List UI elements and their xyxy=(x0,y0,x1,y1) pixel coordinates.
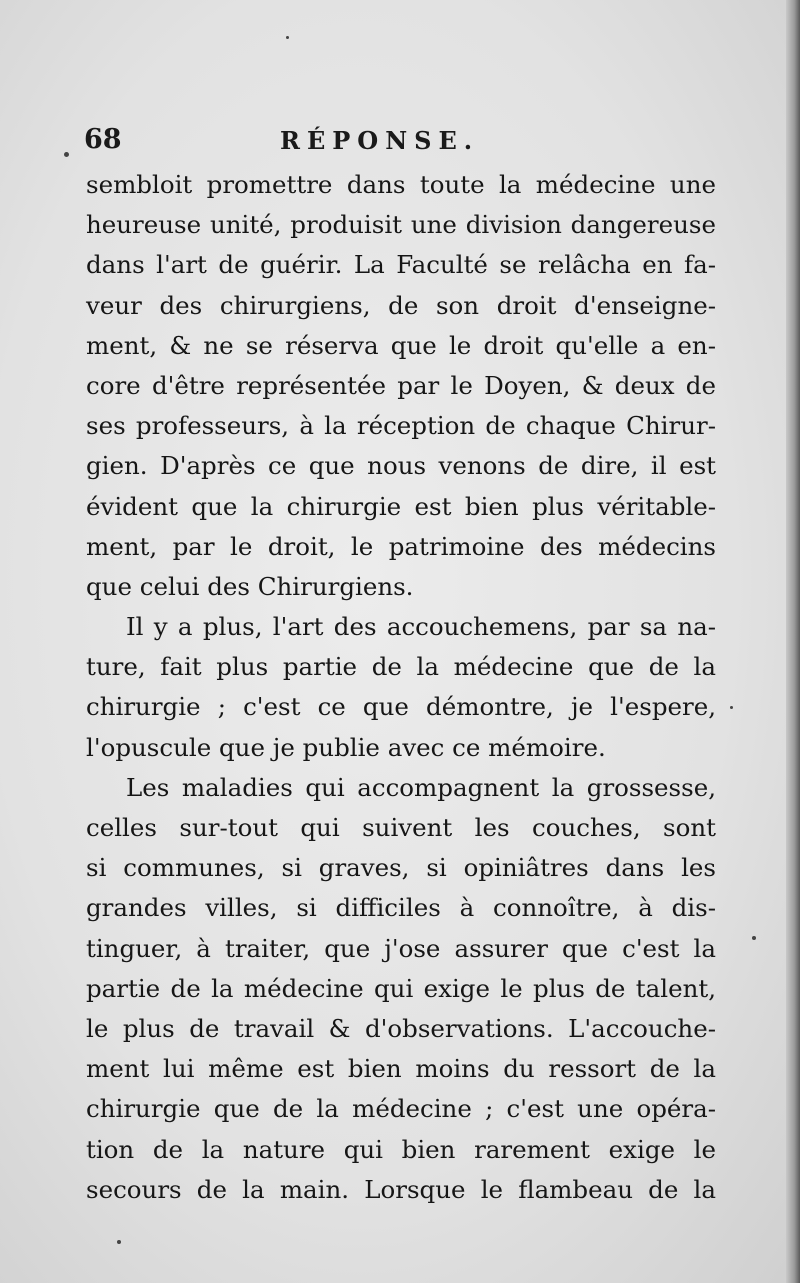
text-line: gien. D'après ce que nous venons de dire, il est xyxy=(86,451,716,481)
ink-speck xyxy=(117,1240,121,1244)
ink-speck xyxy=(752,936,756,940)
text-line: si communes, si graves, si opiniâtres dans les xyxy=(86,853,716,883)
text-line: ses professeurs, à la réception de chaque Chirur- xyxy=(86,411,716,441)
text-line: tion de la nature qui bien rarement exige le xyxy=(86,1134,716,1164)
body-text xyxy=(86,165,716,1210)
paragraph-start-line: Les maladies qui accompagnent la grossesse, xyxy=(126,772,716,802)
text-line: le plus de travail & d'observations. L'accouche- xyxy=(86,1013,716,1043)
text-line: veur des chirurgiens, de son droit d'enseigne- xyxy=(86,290,716,320)
text-line: sembloit promettre dans toute la médecine une xyxy=(86,170,716,199)
text-line: celles sur-tout qui suivent les couches, sont xyxy=(86,813,716,842)
text-line: ment, par le droit, le patrimoine des médecins xyxy=(86,531,716,561)
text-line: chirurgie que de la médecine ; c'est une opéra- xyxy=(86,1094,716,1124)
ink-speck xyxy=(64,152,69,157)
paragraph-start-line: Il y a plus, l'art des accouchemens, par sa na- xyxy=(126,612,716,642)
text-line: core d'être représentée par le Doyen, & deux de xyxy=(86,370,716,400)
page-header xyxy=(80,124,720,164)
text-line: que celui des Chirurgiens. xyxy=(86,571,414,601)
page-number: 68 xyxy=(84,124,122,155)
text-line: ment lui même est bien moins du ressort de la xyxy=(86,1054,716,1084)
text-line: évident que la chirurgie est bien plus véritable- xyxy=(86,491,716,521)
ink-speck xyxy=(286,36,289,39)
running-head: RÉPONSE. xyxy=(280,126,480,155)
text-line: heureuse unité, produisit une division dangereuse xyxy=(86,210,716,240)
text-line: dans l'art de guérir. La Faculté se relâcha en fa- xyxy=(86,250,716,280)
text-line: l'opuscule que je publie avec ce mémoire. xyxy=(86,732,606,762)
page-edge-shadow xyxy=(786,0,800,1283)
text-line: ment, & ne se réserva que le droit qu'elle a en- xyxy=(86,330,716,360)
text-line: secours de la main. Lorsque le flambeau de la xyxy=(86,1174,716,1204)
text-line: ture, fait plus partie de la médecine que de la xyxy=(86,652,716,682)
text-line: grandes villes, si difficiles à connoître, à dis- xyxy=(86,893,716,923)
text-line: chirurgie ; c'est ce que démontre, je l'espere, xyxy=(86,692,716,722)
text-line: tinguer, à traiter, que j'ose assurer que c'est la xyxy=(86,933,716,963)
text-line: partie de la médecine qui exige le plus de talent, xyxy=(86,973,716,1003)
ink-speck xyxy=(730,706,733,709)
